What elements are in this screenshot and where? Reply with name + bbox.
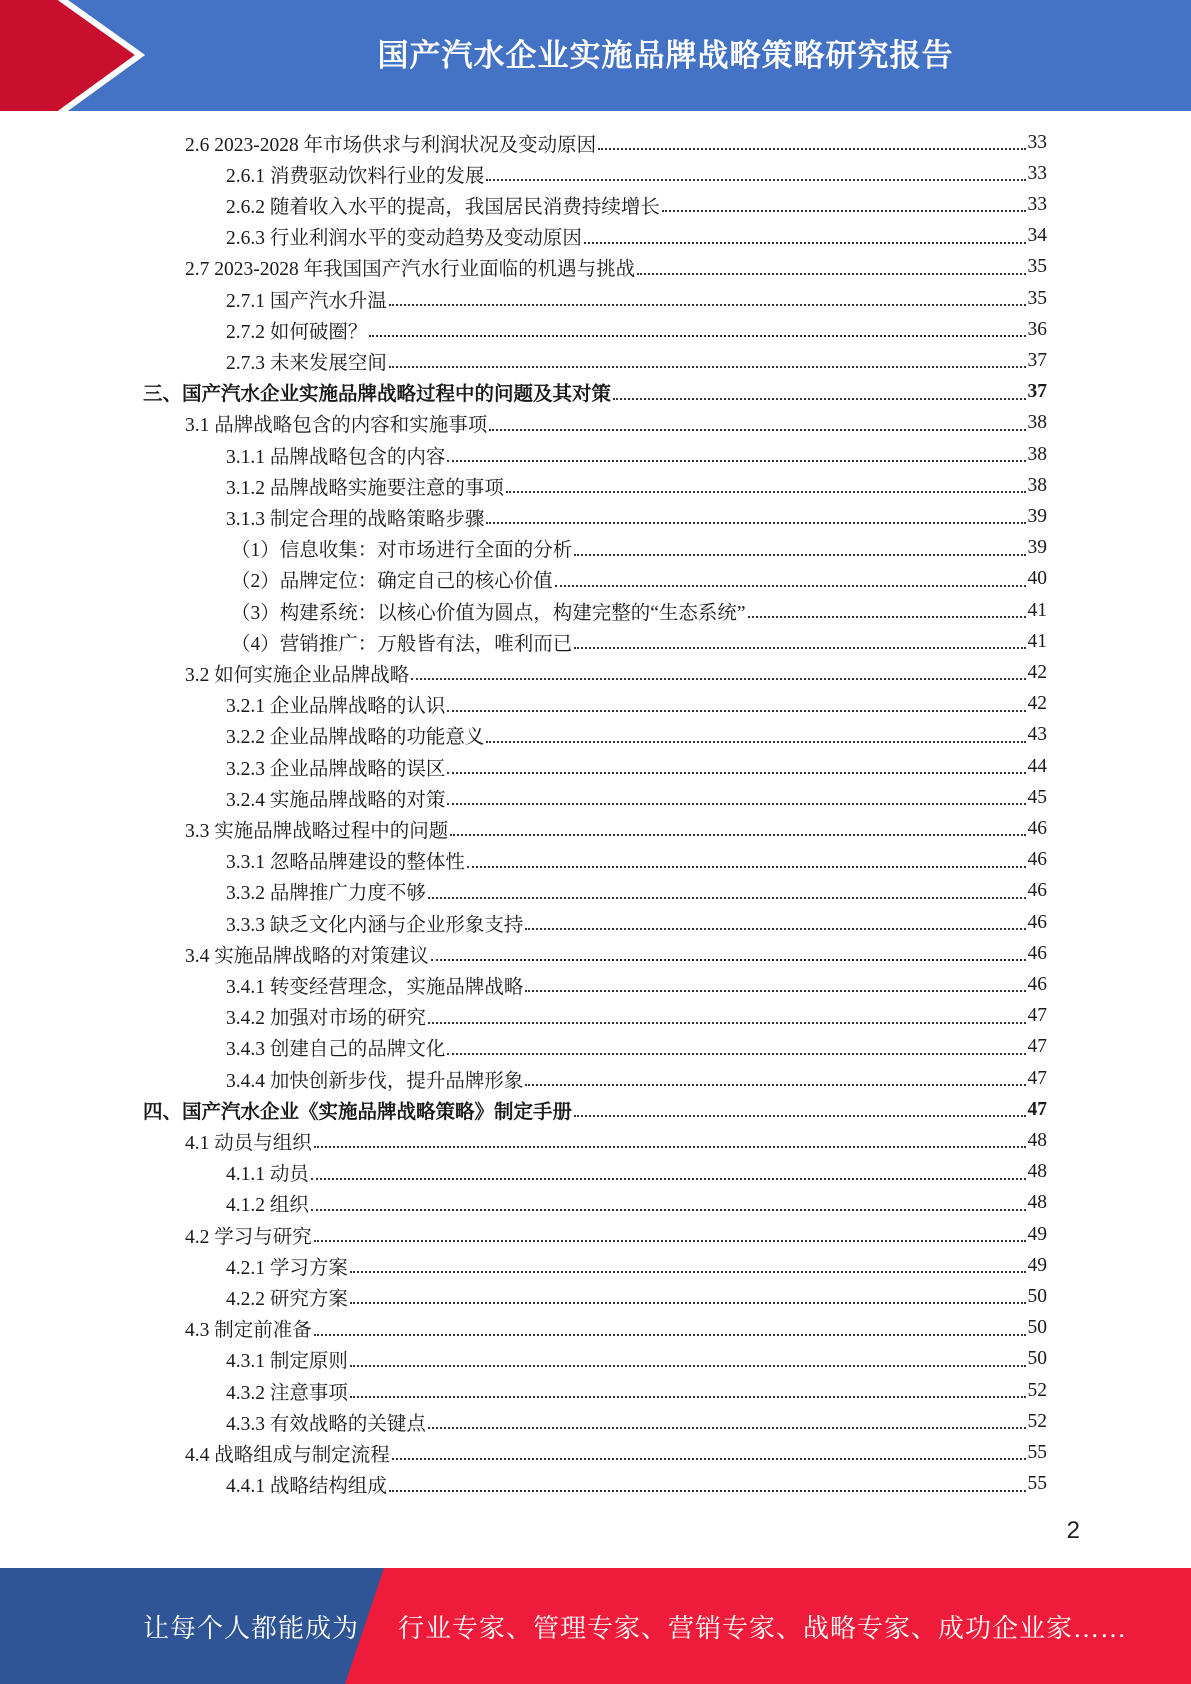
toc-entry[interactable] [185,657,1047,688]
toc-entry-title: 2.6.1 消费驱动饮料行业的发展 [226,165,485,187]
toc-entry-page: 37 [1027,381,1047,403]
toc-entry-title: 3.1.1 品牌战略包含的内容 [226,446,446,468]
toc-entry[interactable] [185,1437,1047,1468]
toc-dot-leader [447,772,1025,774]
toc-entry[interactable] [231,533,1047,564]
toc-dot-leader [598,148,1025,150]
toc-entry-title: 3.1 品牌战略包含的内容和实施事项 [185,415,488,437]
toc-dot-leader [411,678,1025,680]
toc-dot-leader [428,1427,1026,1429]
toc-entry-page: 46 [1027,942,1047,964]
toc-entry-page: 48 [1027,1161,1047,1183]
toc-dot-leader [392,1458,1026,1460]
toc-dot-leader [574,647,1025,649]
toc-entry[interactable] [226,501,1047,532]
toc-entry-title: 4.3.1 制定原则 [226,1351,348,1373]
toc-entry-page: 47 [1027,1005,1047,1027]
toc-entry-title: 4.1 动员与组织 [185,1132,312,1154]
toc-dot-leader [389,304,1026,306]
toc-dot-leader [447,460,1025,462]
toc-dot-leader [447,803,1025,805]
toc-entry-title: 4.2.1 学习方案 [226,1257,348,1279]
toc-entry-page: 38 [1027,474,1047,496]
toc-entry-page: 39 [1027,505,1047,527]
toc-dot-leader [311,1178,1026,1180]
toc-entry-title: 3.4 实施品牌战略的对策建议 [185,945,429,967]
toc-entry-title: 4.3.2 注意事项 [226,1382,348,1404]
toc-entry-title: 2.7.3 未来发展空间 [226,352,387,374]
toc-entry[interactable] [226,969,1047,1000]
toc-dot-leader [350,1396,1026,1398]
toc-entry-page: 33 [1027,162,1047,184]
toc-dot-leader [450,834,1025,836]
toc-entry-page: 38 [1027,412,1047,434]
toc-entry-page: 41 [1027,630,1047,652]
toc-entry[interactable] [226,907,1047,938]
toc-entry[interactable] [226,876,1047,907]
toc-dot-leader [431,959,1026,961]
toc-entry[interactable] [226,1157,1047,1188]
toc-dot-leader [486,741,1025,743]
toc-entry-page: 49 [1027,1254,1047,1276]
toc-entry[interactable] [226,1469,1047,1500]
toc-dot-leader [574,554,1025,556]
footer-slogan-left: 让每个人都能成为 [143,1613,360,1643]
toc-entry[interactable] [143,377,1047,408]
toc-entry-title: 2.6.2 随着收入水平的提高，我国居民消费持续增长 [226,196,660,218]
toc-entry[interactable] [231,626,1047,657]
toc-entry[interactable] [185,1313,1047,1344]
toc-entry-title: 3.1.2 品牌战略实施要注意的事项 [226,477,504,499]
toc-entry[interactable] [226,720,1047,751]
toc-entry-page: 47 [1027,1067,1047,1089]
toc-entry[interactable] [185,813,1047,844]
toc-entry-page: 36 [1027,318,1047,340]
toc-entry-title: 3.3.2 品牌推广力度不够 [226,883,426,905]
toc-dot-leader [489,429,1025,431]
toc-dot-leader [525,928,1025,930]
toc-entry[interactable] [226,845,1047,876]
toc-entry-page: 50 [1027,1348,1047,1370]
toc-entry-page: 47 [1027,1036,1047,1058]
toc-entry-page: 42 [1027,693,1047,715]
toc-dot-leader [613,398,1025,400]
toc-dot-leader [447,1053,1025,1055]
toc-entry-title: 2.6.3 行业利润水平的变动趋势及变动原因 [226,228,582,250]
toc-entry-page: 55 [1027,1441,1047,1463]
toc-entry[interactable] [226,439,1047,470]
toc-dot-leader [314,1146,1026,1148]
toc-entry-page: 35 [1027,256,1047,278]
toc-entry-page: 39 [1027,537,1047,559]
header-arrow-decoration [0,0,160,111]
toc-entry[interactable] [226,1001,1047,1032]
toc-entry[interactable] [226,1032,1047,1063]
toc-entry-page: 33 [1027,131,1047,153]
toc-entry[interactable] [231,564,1047,595]
toc-dot-leader [525,1084,1025,1086]
toc-dot-leader [525,990,1025,992]
toc-entry-title: 3.2.3 企业品牌战略的误区 [226,758,446,780]
toc-entry-title: （1）信息收集：对市场进行全面的分析 [231,540,573,562]
toc-entry-title: 4.1.1 动员 [226,1164,309,1186]
toc-entry-page: 41 [1027,599,1047,621]
toc-entry[interactable] [185,938,1047,969]
toc-entry-title: 4.3 制定前准备 [185,1320,312,1342]
toc-entry-title: 3.1.3 制定合理的战略策略步骤 [226,508,485,530]
toc-entry-page: 49 [1027,1223,1047,1245]
toc-entry-page: 46 [1027,849,1047,871]
toc-entry-title: 3.4.4 加快创新步伐，提升品牌形象 [226,1070,524,1092]
toc-entry[interactable] [226,314,1047,345]
toc-entry-page: 52 [1027,1410,1047,1432]
toc-dot-leader [662,210,1026,212]
toc-entry[interactable] [185,127,1047,158]
toc-dot-leader [428,897,1026,899]
page-header [0,0,1191,111]
toc-dot-leader [584,242,1026,244]
toc-entry[interactable] [226,1063,1047,1094]
toc-dot-leader [637,273,1025,275]
toc-entry-title: 3.2.2 企业品牌战略的功能意义 [226,727,485,749]
toc-entry[interactable] [226,158,1047,189]
toc-dot-leader [555,585,1026,587]
toc-entry[interactable] [226,1188,1047,1219]
toc-entry-title: 2.6 2023-2028 年市场供求与利润状况及变动原因 [185,134,597,156]
toc-entry-page: 43 [1027,724,1047,746]
toc-dot-leader [350,1302,1026,1304]
toc-entry-page: 35 [1027,287,1047,309]
toc-entry-page: 46 [1027,911,1047,933]
toc-dot-leader [486,179,1025,181]
toc-entry-page: 42 [1027,661,1047,683]
toc-entry[interactable] [226,1250,1047,1281]
toc-dot-leader [748,616,1026,618]
footer-slogan-right: 行业专家、管理专家、营销专家、战略专家、成功企业家…… [398,1613,1128,1643]
toc-dot-leader [314,1334,1026,1336]
toc-entry[interactable] [226,1375,1047,1406]
toc-entry-title: 4.1.2 组织 [226,1195,309,1217]
toc-dot-leader [506,491,1026,493]
toc-entry-page: 47 [1027,1098,1047,1120]
toc-entry[interactable] [185,1125,1047,1156]
toc-entry-title: 2.7.2 如何破圈？ [226,321,368,343]
toc-entry-page: 48 [1027,1129,1047,1151]
toc-entry-title: 3.4.3 创建自己的品牌文化 [226,1039,446,1061]
toc-entry[interactable] [226,1344,1047,1375]
toc-entry-page: 46 [1027,973,1047,995]
toc-entry-title: 3.4.1 转变经营理念，实施品牌战略 [226,976,524,998]
toc-entry-page: 52 [1027,1379,1047,1401]
toc-entry-page: 33 [1027,193,1047,215]
toc-entry-title: 4.2.2 研究方案 [226,1288,348,1310]
toc-dot-leader [314,1240,1026,1242]
toc-entry[interactable] [226,221,1047,252]
toc-entry[interactable] [185,408,1047,439]
toc-entry-title: 四、国产汽水企业《实施品牌战略策略》制定手册 [143,1101,573,1123]
toc-entry[interactable] [226,782,1047,813]
toc-entry-title: 3.4.2 加强对市场的研究 [226,1008,426,1030]
toc-dot-leader [428,1022,1026,1024]
toc-entry-page: 48 [1027,1192,1047,1214]
toc-entry[interactable] [226,345,1047,376]
toc-entry[interactable] [143,1094,1047,1125]
toc-entry-title: 4.4 战略组成与制定流程 [185,1444,390,1466]
toc-entry-page: 46 [1027,817,1047,839]
toc-entry[interactable] [226,283,1047,314]
toc-entry-title: 3.3.3 缺乏文化内涵与企业形象支持 [226,914,524,936]
toc-entry-title: （4）营销推广：万般皆有法，唯利而已 [231,633,573,655]
toc-entry[interactable] [231,595,1047,626]
toc-entry[interactable] [226,1406,1047,1437]
toc-entry[interactable] [185,1219,1047,1250]
toc-entry-page: 55 [1027,1473,1047,1495]
toc-entry-page: 50 [1027,1317,1047,1339]
toc-entry-title: 4.2 学习与研究 [185,1226,312,1248]
toc-dot-leader [389,1490,1026,1492]
toc-entry-page: 34 [1027,225,1047,247]
toc-entry-title: 4.3.3 有效战略的关键点 [226,1413,426,1435]
toc-entry-title: 3.2.1 企业品牌战略的认识 [226,696,446,718]
toc-dot-leader [369,335,1025,337]
toc-entry-page: 45 [1027,786,1047,808]
toc-dot-leader [350,1365,1026,1367]
toc-entry-title: 3.2.4 实施品牌战略的对策 [226,789,446,811]
toc-entry-page: 40 [1027,568,1047,590]
toc-dot-leader [574,1115,1025,1117]
toc-entry-title: 2.7.1 国产汽水升温 [226,290,387,312]
toc-entry-page: 37 [1027,349,1047,371]
toc-entry[interactable] [226,470,1047,501]
toc-entry-page: 38 [1027,443,1047,465]
report-title: 国产汽水企业实施品牌战略策略研究报告 [377,37,954,74]
toc-entry-title: 3.2 如何实施企业品牌战略 [185,664,410,686]
toc-entry[interactable] [226,751,1047,782]
toc-entry[interactable] [185,252,1047,283]
toc-entry[interactable] [226,189,1047,220]
toc-dot-leader [467,866,1026,868]
toc-entry-title: 4.4.1 战略结构组成 [226,1476,387,1498]
page-footer [0,1568,1191,1684]
toc-entry-page: 50 [1027,1285,1047,1307]
toc-entry-title: 三、国产汽水企业实施品牌战略过程中的问题及其对策 [143,384,612,406]
toc-entry-page: 46 [1027,880,1047,902]
toc-entry-page: 44 [1027,755,1047,777]
toc-dot-leader [389,366,1026,368]
toc-entry-title: 2.7 2023-2028 年我国国产汽水行业面临的机遇与挑战 [185,259,636,281]
toc-dot-leader [447,710,1025,712]
toc-dot-leader [486,522,1025,524]
toc-dot-leader [311,1209,1026,1211]
toc-entry[interactable] [226,1281,1047,1312]
toc-entry-title: 3.3.1 忽略品牌建设的整体性 [226,852,465,874]
toc-entry-title: （2）品牌定位：确定自己的核心价值 [231,571,553,593]
toc-dot-leader [350,1271,1026,1273]
toc-entry-title: 3.3 实施品牌战略过程中的问题 [185,820,449,842]
page-number: 2 [1066,1517,1080,1544]
toc-entry-title: （3）构建系统：以核心价值为圆点，构建完整的“生态系统” [231,602,746,624]
toc-entry[interactable] [226,689,1047,720]
